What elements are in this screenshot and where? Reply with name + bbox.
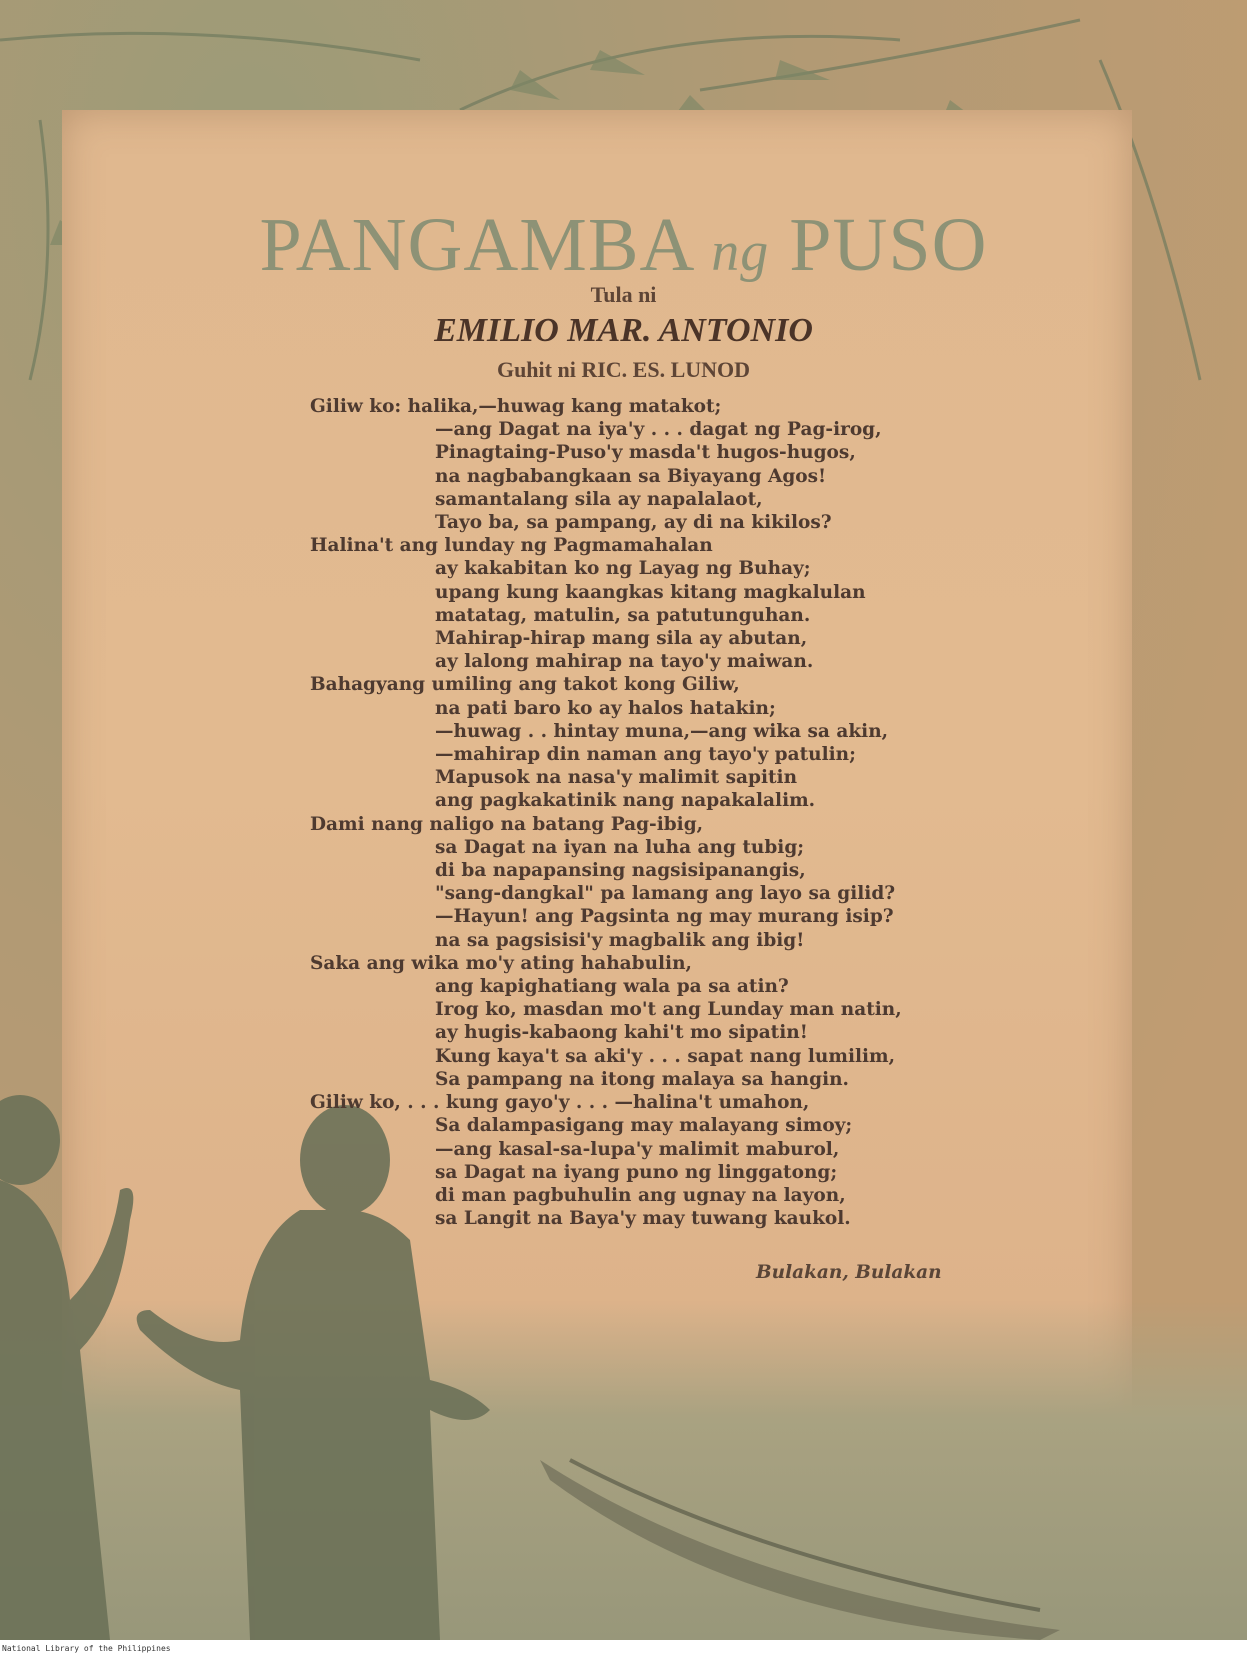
illustrator-credit: Guhit ni RIC. ES. LUNOD bbox=[496, 357, 751, 382]
poem-line: sa Langit na Baya'y may tuwang kaukol. bbox=[435, 1208, 851, 1230]
poem-line: ay lalong mahirap na tayo'y maiwan. bbox=[435, 651, 814, 673]
poem-line: "sang-dangkal" pa lamang ang layo sa gilid? bbox=[435, 883, 896, 905]
place-signature: Bulakan, Bulakan bbox=[756, 1262, 942, 1283]
poem-line: sa Dagat na iyan na luha ang tubig; bbox=[435, 836, 805, 858]
poem-line: matatag, matulin, sa patutunguhan. bbox=[435, 604, 811, 626]
poem-line: na pati baro ko ay halos hatakin; bbox=[435, 697, 776, 719]
poem-line: Kung kaya't sa aki'y . . . sapat nang lumilim, bbox=[435, 1045, 896, 1067]
title-word-ng: ng bbox=[711, 221, 770, 283]
poem-line: ay hugis-kabaong kahi't mo sipatin! bbox=[435, 1022, 808, 1044]
poem-line: na nagbabangkaan sa Biyayang Agos! bbox=[435, 465, 827, 487]
author-name: EMILIO MAR. ANTONIO bbox=[434, 312, 813, 349]
poem-body bbox=[310, 395, 1030, 1230]
poem-line: sa Dagat na iyang puno ng linggatong; bbox=[435, 1161, 838, 1183]
poem-line: ang pagkakatinik nang napakalalim. bbox=[435, 790, 816, 812]
stanza-first-line: Giliw ko, . . . kung gayo'y . . . —halina't umahon, bbox=[310, 1092, 810, 1114]
poem-line: ay kakabitan ko ng Layag ng Buhay; bbox=[435, 558, 811, 580]
poem-line: —mahirap din naman ang tayo'y patulin; bbox=[435, 744, 856, 766]
poem-line: ang kapighatiang wala pa sa atin? bbox=[435, 976, 789, 998]
stanza-first-line: Bahagyang umiling ang takot kong Giliw, bbox=[310, 674, 740, 696]
stanza-first-line: Saka ang wika mo'y ating hahabulin, bbox=[310, 952, 692, 974]
poem-line: Mahirap-hirap mang sila ay abutan, bbox=[435, 628, 808, 650]
boat-illustration bbox=[540, 1440, 1060, 1640]
poem-line: —Hayun! ang Pagsinta ng may murang isip? bbox=[435, 906, 894, 928]
poem-line: Pinagtaing-Puso'y masda't hugos-hugos, bbox=[435, 442, 856, 464]
poem-line: —huwag . . hintay muna,—ang wika sa akin, bbox=[435, 720, 889, 742]
poem-line: Sa pampang na itong malaya sa hangin. bbox=[435, 1068, 849, 1090]
stanza-first-line: Giliw ko: halika,—huwag kang matakot; bbox=[310, 396, 722, 417]
poem-line: —ang Dagat na iya'y . . . dagat ng Pag-irog, bbox=[435, 419, 882, 441]
stanza-first-line: Dami nang naligo na batang Pag-ibig, bbox=[310, 813, 704, 835]
poem-line: —ang kasal-sa-lupa'y malimit maburol, bbox=[435, 1138, 840, 1160]
poem-line: Sa dalampasigang may malayang simoy; bbox=[435, 1115, 853, 1137]
poem-title bbox=[0, 202, 1247, 289]
poem-line: Tayo ba, sa pampang, ay di na kikilos? bbox=[435, 512, 832, 534]
poem-line: upang kung kaangkas kitang magkalulan bbox=[435, 581, 866, 603]
stanza-first-line: Halina't ang lunday ng Pagmamahalan bbox=[310, 535, 713, 557]
poem-line: Irog ko, masdan mo't ang Lunday man natin, bbox=[435, 999, 902, 1021]
poem-line: na sa pagsisisi'y magbalik ang ibig! bbox=[435, 929, 805, 951]
title-word-1: PANGAMBA bbox=[259, 203, 692, 287]
poem-line: Mapusok na nasa'y malimit sapitin bbox=[435, 767, 798, 789]
poem-line: di man pagbuhulin ang ugnay na layon, bbox=[435, 1184, 846, 1206]
title-word-2: PUSO bbox=[789, 203, 988, 287]
footer-credit: National Library of the Philippines bbox=[2, 1644, 171, 1653]
poem-line: samantalang sila ay napalalaot, bbox=[435, 488, 763, 510]
byline: Tula ni bbox=[590, 282, 657, 307]
poem-line: di ba napapansing nagsisipanangis, bbox=[435, 860, 806, 882]
